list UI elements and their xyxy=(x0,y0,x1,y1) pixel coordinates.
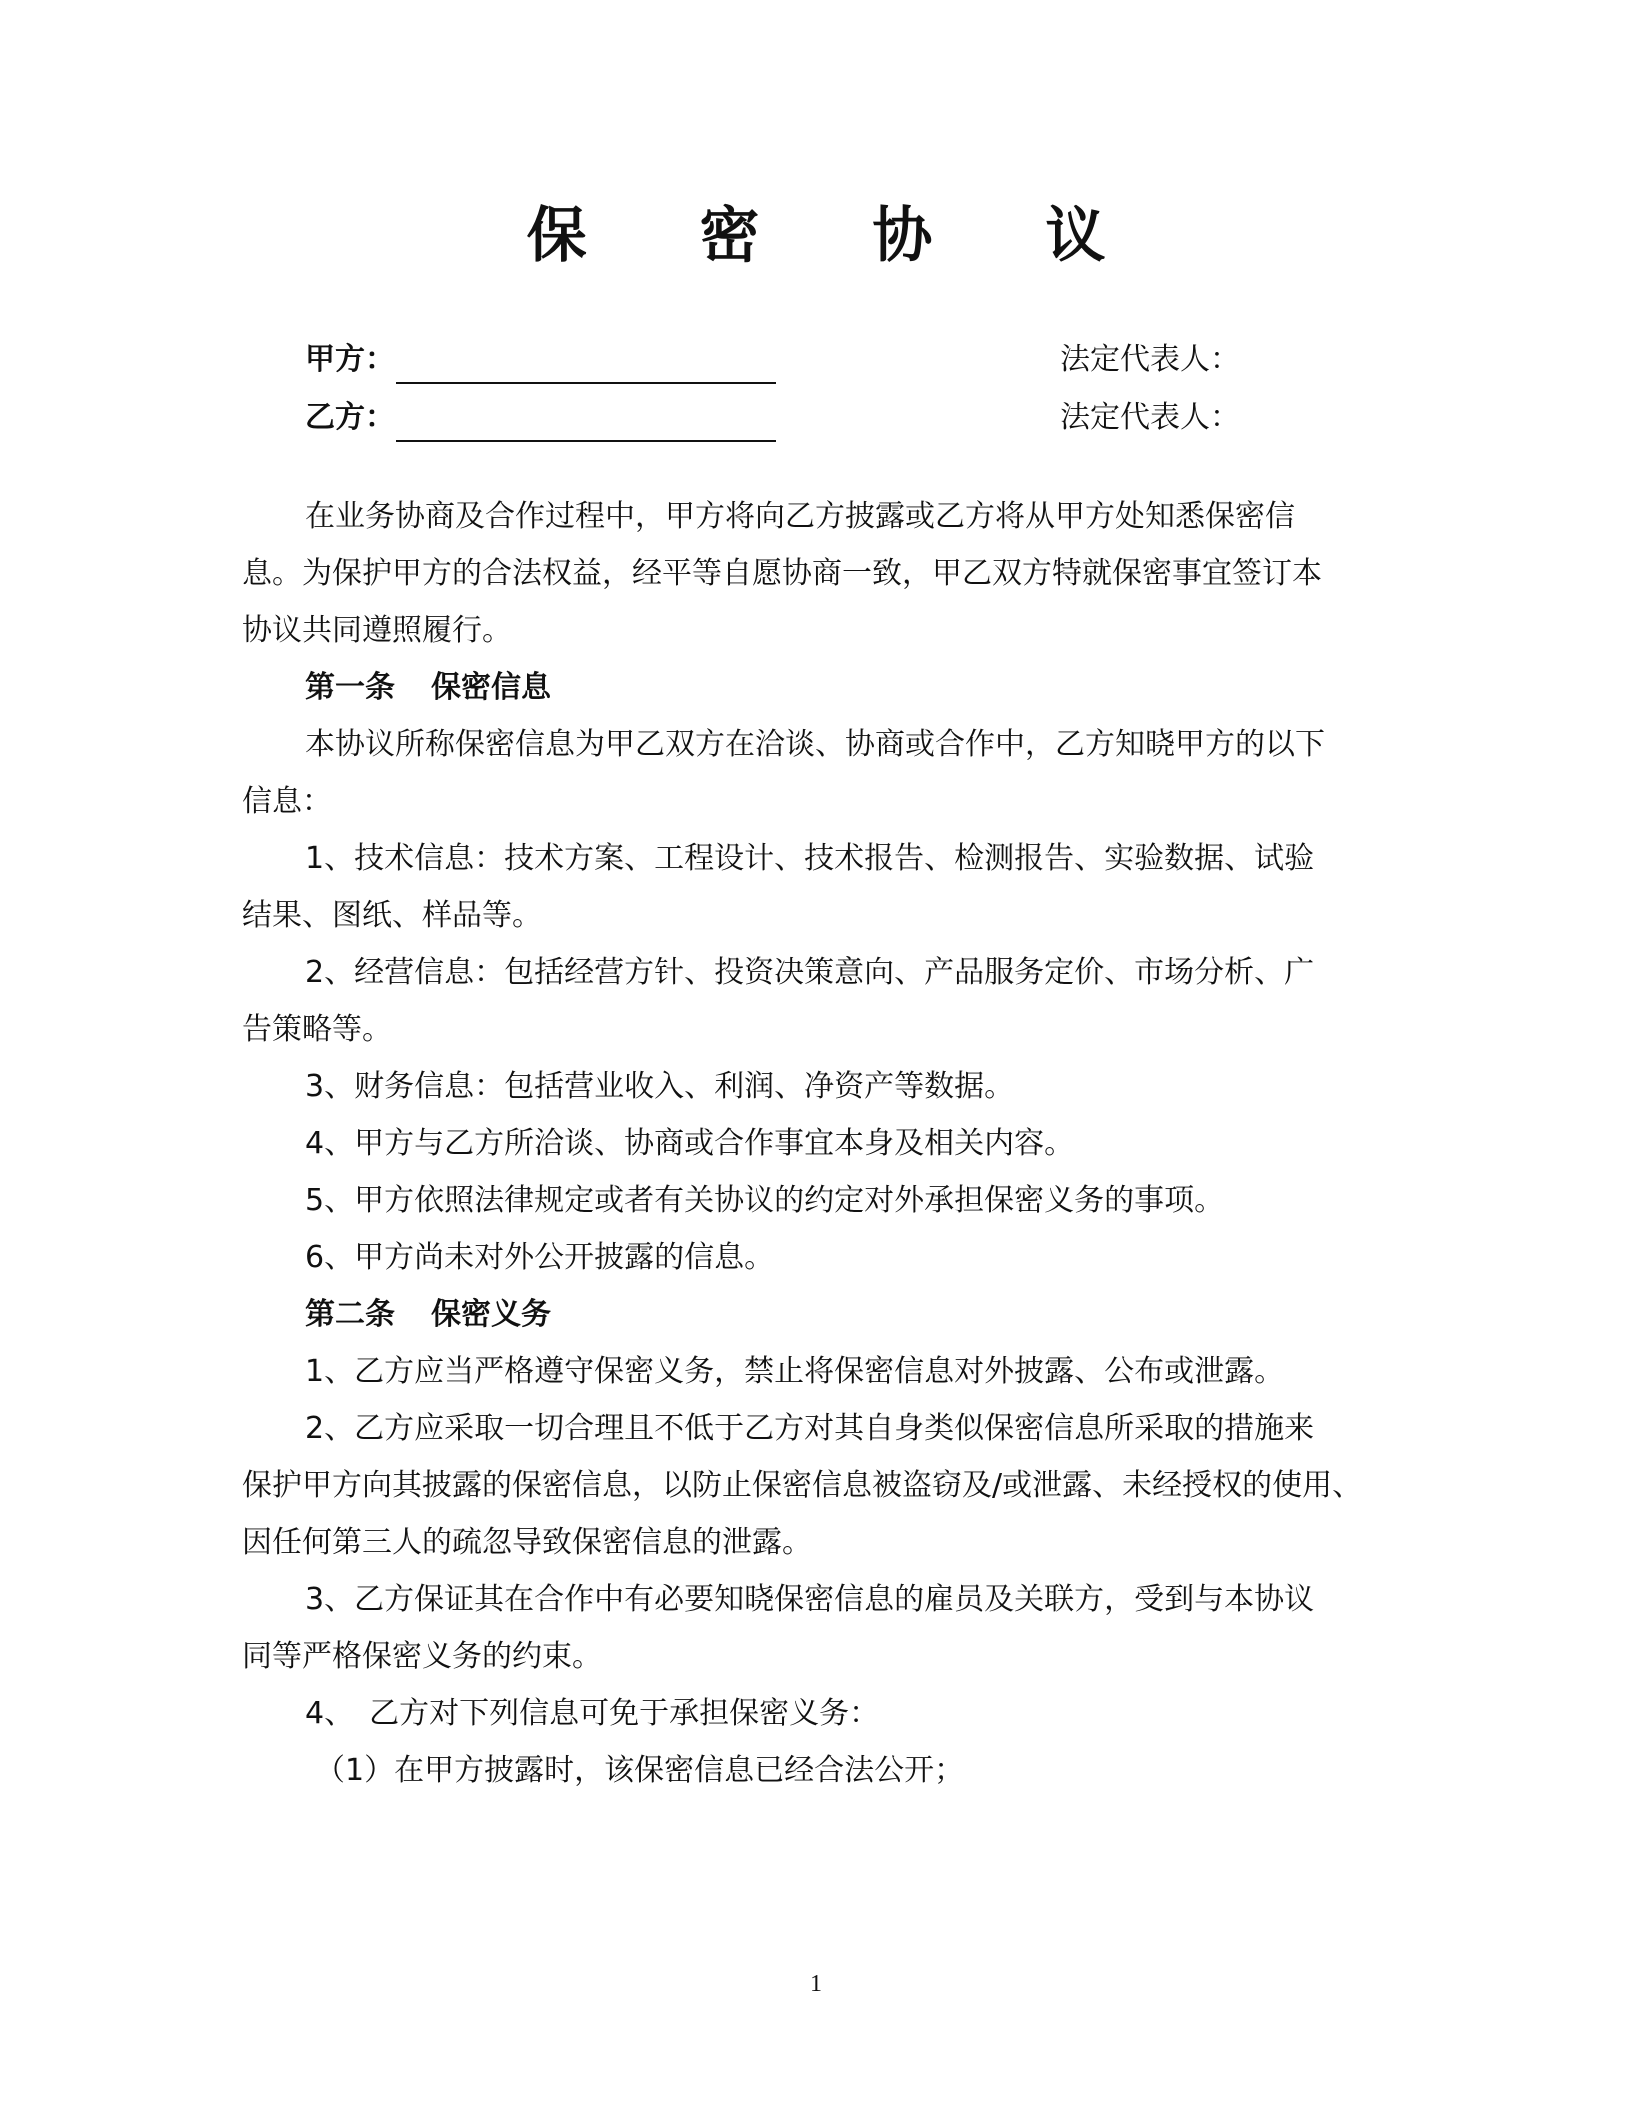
list-item: 1、技术信息：技术方案、工程设计、技术报告、检测报告、实验数据、试验 xyxy=(305,841,1315,876)
article-2-heading xyxy=(305,1286,1390,1343)
list-item: 4、 乙方对下列信息可免于承担保密义务： xyxy=(305,1696,880,1731)
list-item-continued: 同等严格保密义务的约束。 xyxy=(242,1639,602,1674)
list-item: 5、甲方依照法律规定或者有关协议的约定对外承担保密义务的事项。 xyxy=(305,1183,1225,1218)
article-2-name: 保密义务 xyxy=(431,1297,551,1332)
article-1-heading xyxy=(305,659,1390,716)
paragraph-line: 协议共同遵照履行。 xyxy=(242,613,512,648)
sub-list-item: （1）在甲方披露时，该保密信息已经合法公开； xyxy=(315,1753,965,1788)
list-item: 2、经营信息：包括经营方针、投资决策意向、产品服务定价、市场分析、广 xyxy=(305,955,1315,990)
list-item: 4、甲方与乙方所洽谈、协商或合作事宜本身及相关内容。 xyxy=(305,1126,1075,1161)
paragraph-line: 本协议所称保密信息为甲乙双方在洽谈、协商或合作中，乙方知晓甲方的以下 xyxy=(305,727,1325,762)
paragraph-line: 信息： xyxy=(242,784,332,819)
document-title: 保 密 协 议 xyxy=(526,201,1152,271)
paragraph-line: 息。为保护甲方的合法权益，经平等自愿协商一致，甲乙双方特就保密事宜签订本 xyxy=(242,556,1322,591)
page-number: 1 xyxy=(810,1971,822,1997)
party-b-blank-line xyxy=(396,440,776,442)
party-a-label-text: 甲方： xyxy=(305,342,395,377)
party-a-blank-line xyxy=(396,382,776,384)
list-item-continued: 保护甲方向其披露的保密信息，以防止保密信息被盗窃及/或泄露、未经授权的使用、 xyxy=(242,1468,1363,1503)
paragraph-line: 在业务协商及合作过程中，甲方将向乙方披露或乙方将从甲方处知悉保密信 xyxy=(305,499,1295,534)
list-item: 1、乙方应当严格遵守保密义务，禁止将保密信息对外披露、公布或泄露。 xyxy=(305,1354,1285,1389)
article-1-number: 第一条 xyxy=(305,670,395,705)
list-item: 2、乙方应采取一切合理且不低于乙方对其自身类似保密信息所采取的措施来 xyxy=(305,1411,1315,1446)
party-a-representative-label: 法定代表人： xyxy=(1060,342,1240,377)
article-2-number: 第二条 xyxy=(305,1297,395,1332)
party-b-label xyxy=(305,396,395,440)
party-b-label-text: 乙方： xyxy=(305,400,395,435)
list-item-continued: 告策略等。 xyxy=(242,1012,392,1047)
list-item-continued: 因任何第三人的疏忽导致保密信息的泄露。 xyxy=(242,1525,812,1560)
list-item: 3、乙方保证其在合作中有必要知晓保密信息的雇员及关联方，受到与本协议 xyxy=(305,1582,1315,1617)
article-1-name: 保密信息 xyxy=(431,670,551,705)
party-a-label xyxy=(305,338,395,382)
party-b-representative-label: 法定代表人： xyxy=(1060,400,1240,435)
list-item-continued: 结果、图纸、样品等。 xyxy=(242,898,542,933)
list-item: 3、财务信息：包括营业收入、利润、净资产等数据。 xyxy=(305,1069,1015,1104)
list-item: 6、甲方尚未对外公开披露的信息。 xyxy=(305,1240,775,1275)
